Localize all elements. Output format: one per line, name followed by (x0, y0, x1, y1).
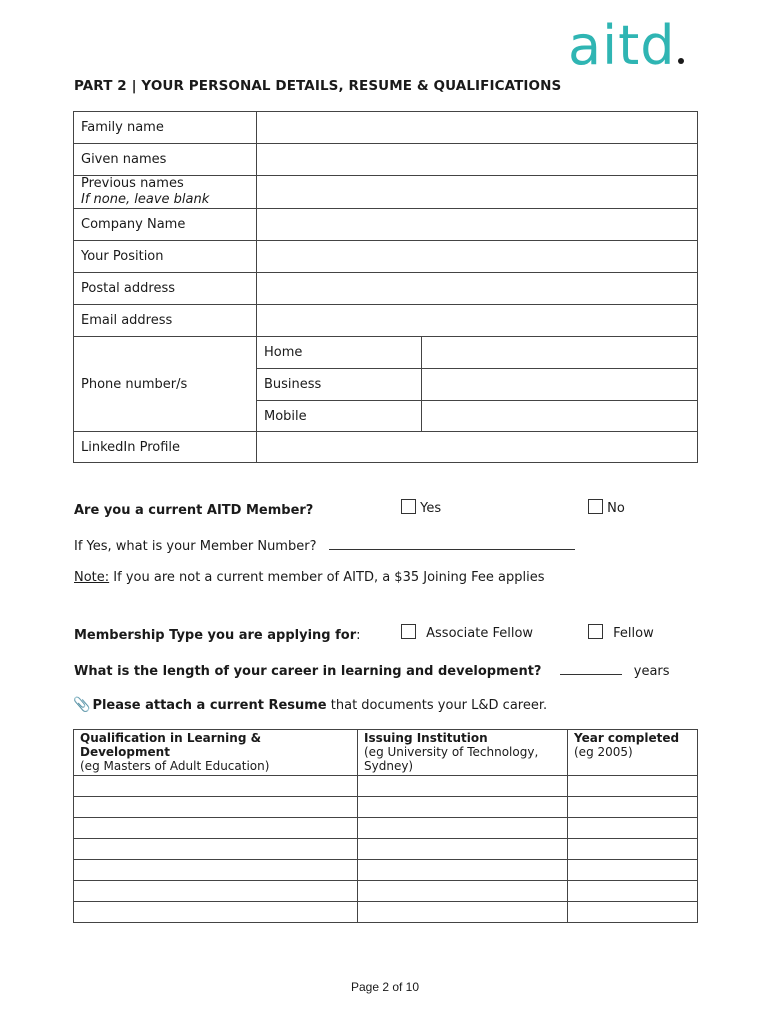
qualification-cell[interactable] (74, 902, 358, 923)
institution-cell[interactable] (358, 776, 568, 797)
linkedin-label: LinkedIn Profile (74, 432, 257, 463)
institution-cell[interactable] (358, 881, 568, 902)
joining-fee-note (74, 570, 545, 585)
membership-type-question (74, 628, 361, 643)
member-yes-label: Yes (420, 501, 442, 516)
qualification-row (74, 860, 698, 881)
year-cell[interactable] (568, 797, 698, 818)
fellow-checkbox[interactable] (588, 624, 603, 639)
qualification-row (74, 776, 698, 797)
family-name-label: Family name (74, 112, 257, 144)
institution-cell[interactable] (358, 902, 568, 923)
linkedin-field[interactable] (257, 432, 698, 463)
career-length-row (74, 662, 670, 679)
phone-mobile-field[interactable] (422, 401, 698, 432)
resume-rest-text: that documents your L&D career. (326, 698, 548, 713)
membership-type-colon: : (356, 628, 361, 643)
member-yes-option[interactable] (401, 499, 441, 516)
qualification-row (74, 797, 698, 818)
email-address-label: Email address (74, 305, 257, 337)
member-no-checkbox[interactable] (588, 499, 603, 514)
career-length-field[interactable] (560, 662, 622, 675)
resume-instruction (73, 697, 547, 713)
institution-hint: (eg University of Technology, Sydney) (364, 745, 539, 773)
qualification-cell[interactable] (74, 881, 358, 902)
associate-fellow-checkbox[interactable] (401, 624, 416, 639)
member-no-label: No (607, 501, 625, 516)
year-hint: (eg 2005) (574, 745, 633, 759)
your-position-field[interactable] (257, 241, 698, 273)
institution-cell[interactable] (358, 797, 568, 818)
resume-bold-text: Please attach a current Resume (92, 698, 327, 713)
member-no-option[interactable] (588, 499, 625, 516)
note-text: If you are not a current member of AITD, a $35 Joining Fee applies (109, 570, 545, 585)
previous-names-label (74, 176, 257, 209)
note-label: Note: (74, 570, 110, 585)
qualification-cell[interactable] (74, 776, 358, 797)
institution-cell[interactable] (358, 860, 568, 881)
page-footer: Page 2 of 10 (350, 980, 420, 994)
year-cell[interactable] (568, 818, 698, 839)
your-position-label: Your Position (74, 241, 257, 273)
qualification-row (74, 902, 698, 923)
year-cell[interactable] (568, 776, 698, 797)
year-title: Year completed (574, 731, 680, 745)
paperclip-icon: 📎 (73, 697, 91, 713)
year-cell[interactable] (568, 860, 698, 881)
membership-type-label: Membership Type you are applying for (74, 628, 357, 643)
section-heading: PART 2 | YOUR PERSONAL DETAILS, RESUME & QUALIFICATIONS (74, 78, 562, 94)
qualification-cell[interactable] (74, 839, 358, 860)
year-cell[interactable] (568, 881, 698, 902)
qualification-cell[interactable] (74, 818, 358, 839)
year-cell[interactable] (568, 902, 698, 923)
phone-home-label: Home (257, 337, 422, 369)
member-yes-checkbox[interactable] (401, 499, 416, 514)
previous-names-field[interactable] (257, 176, 698, 209)
company-name-label: Company Name (74, 209, 257, 241)
given-names-field[interactable] (257, 144, 698, 176)
qualification-hint: (eg Masters of Adult Education) (80, 759, 270, 773)
year-cell[interactable] (568, 839, 698, 860)
postal-address-label: Postal address (74, 273, 257, 305)
fellow-label: Fellow (613, 626, 654, 641)
member-number-field[interactable] (329, 537, 575, 550)
phone-business-field[interactable] (422, 369, 698, 401)
qualification-row (74, 881, 698, 902)
given-names-label: Given names (74, 144, 257, 176)
phone-business-label: Business (257, 369, 422, 401)
previous-names-hint: If none, leave blank (81, 192, 210, 207)
member-number-prompt: If Yes, what is your Member Number? (74, 539, 317, 554)
phone-home-field[interactable] (422, 337, 698, 369)
year-header (568, 730, 698, 776)
postal-address-field[interactable] (257, 273, 698, 305)
institution-header (358, 730, 568, 776)
member-number-row (74, 537, 575, 554)
associate-fellow-option[interactable] (401, 624, 533, 641)
previous-names-title: Previous names (81, 176, 184, 191)
qualification-cell[interactable] (74, 797, 358, 818)
phone-numbers-label: Phone number/s (74, 337, 257, 432)
associate-fellow-label: Associate Fellow (426, 626, 534, 641)
qualification-row (74, 839, 698, 860)
aitd-logo: aitd (568, 14, 684, 78)
qualification-cell[interactable] (74, 860, 358, 881)
email-address-field[interactable] (257, 305, 698, 337)
career-length-question: What is the length of your career in learning and development? (74, 664, 542, 679)
qualifications-table (73, 729, 698, 923)
phone-mobile-label: Mobile (257, 401, 422, 432)
qualification-title: Qualification in Learning & Development (80, 731, 262, 759)
fellow-option[interactable] (588, 624, 654, 641)
years-label: years (633, 664, 670, 679)
family-name-field[interactable] (257, 112, 698, 144)
personal-details-table (73, 111, 698, 463)
institution-title: Issuing Institution (364, 731, 488, 745)
qualification-row (74, 818, 698, 839)
member-question: Are you a current AITD Member? (74, 503, 314, 518)
qualification-header (74, 730, 358, 776)
institution-cell[interactable] (358, 818, 568, 839)
institution-cell[interactable] (358, 839, 568, 860)
company-name-field[interactable] (257, 209, 698, 241)
